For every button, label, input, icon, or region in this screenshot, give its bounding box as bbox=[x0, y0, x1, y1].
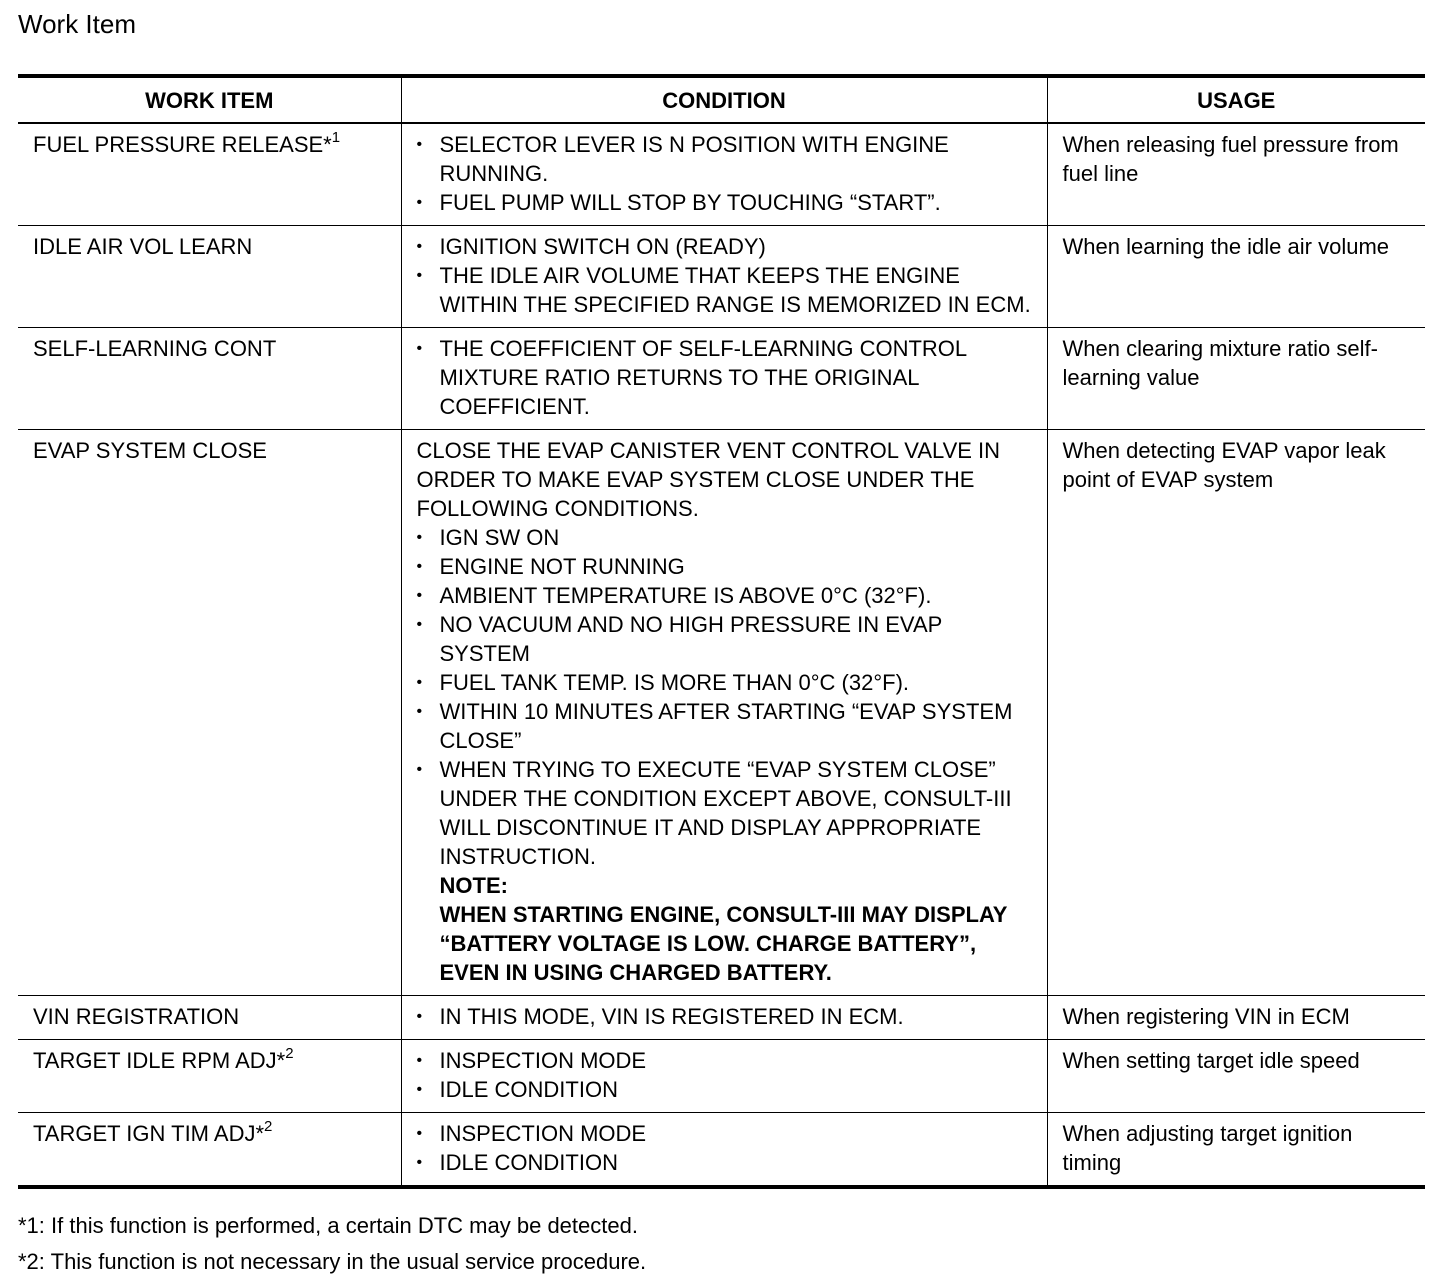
work-item-cell bbox=[18, 226, 401, 328]
condition-cell bbox=[401, 430, 1047, 996]
condition-item: • IGNITION SWITCH ON (READY) bbox=[417, 232, 1035, 261]
usage-cell: When clearing mixture ratio self-learning value bbox=[1047, 328, 1425, 430]
work-item-name: VIN REGISTRATION bbox=[33, 1004, 240, 1029]
condition-cell bbox=[401, 1040, 1047, 1113]
condition-item: • AMBIENT TEMPERATURE IS ABOVE 0°C (32°F). bbox=[417, 581, 1035, 610]
condition-list bbox=[417, 1119, 1035, 1177]
condition-cell bbox=[401, 1113, 1047, 1188]
table-row bbox=[18, 996, 1425, 1040]
condition-item: • NO VACUUM AND NO HIGH PRESSURE IN EVAP SYSTEM bbox=[417, 610, 1035, 668]
condition-list bbox=[417, 1046, 1035, 1104]
footnote-1: *1: If this function is performed, a certain DTC may be detected. bbox=[18, 1213, 638, 1238]
table-row bbox=[18, 1113, 1425, 1188]
footnote-marker: 2 bbox=[264, 1117, 273, 1135]
condition-item: • IN THIS MODE, VIN IS REGISTERED IN ECM. bbox=[417, 1002, 1035, 1031]
condition-item: • SELECTOR LEVER IS N POSITION WITH ENGINE RUNNING. bbox=[417, 130, 1035, 188]
condition-item: • THE IDLE AIR VOLUME THAT KEEPS THE ENGINE WITHIN THE SPECIFIED RANGE IS MEMORIZED IN ECM. bbox=[417, 261, 1035, 319]
header-usage: USAGE bbox=[1047, 76, 1425, 123]
condition-item: • FUEL PUMP WILL STOP BY TOUCHING “START”. bbox=[417, 188, 1035, 217]
work-item-cell bbox=[18, 123, 401, 226]
condition-item: • IDLE CONDITION bbox=[417, 1075, 1035, 1104]
condition-intro: CLOSE THE EVAP CANISTER VENT CONTROL VALVE IN ORDER TO MAKE EVAP SYSTEM CLOSE UNDER THE FOLLOWING CONDITIONS. bbox=[416, 438, 1001, 521]
condition-item: • WITHIN 10 MINUTES AFTER STARTING “EVAP SYSTEM CLOSE” bbox=[417, 697, 1035, 755]
condition-list bbox=[417, 334, 1035, 421]
condition-item: • FUEL TANK TEMP. IS MORE THAN 0°C (32°F). bbox=[417, 668, 1035, 697]
table-row bbox=[18, 430, 1425, 996]
table-row bbox=[18, 328, 1425, 430]
table-row bbox=[18, 123, 1425, 226]
usage-cell: When setting target idle speed bbox=[1047, 1040, 1425, 1113]
work-item-cell bbox=[18, 430, 401, 996]
footnote-marker: 2 bbox=[285, 1044, 294, 1062]
work-item-name: SELF-LEARNING CONT bbox=[33, 336, 277, 361]
work-item-name: EVAP SYSTEM CLOSE bbox=[33, 438, 267, 463]
condition-list bbox=[417, 232, 1035, 319]
condition-item: • IDLE CONDITION bbox=[417, 1148, 1035, 1177]
condition-list bbox=[417, 1002, 1035, 1031]
condition-list bbox=[417, 523, 1035, 871]
usage-cell: When adjusting target ignition timing bbox=[1047, 1113, 1425, 1188]
work-item-name: FUEL PRESSURE RELEASE* bbox=[33, 132, 332, 157]
footnote-marker: 1 bbox=[331, 128, 341, 146]
header-condition: CONDITION bbox=[401, 76, 1047, 123]
condition-list bbox=[417, 130, 1035, 217]
footnote-2: *2: This function is not necessary in the usual service procedure. bbox=[18, 1249, 647, 1274]
condition-item: • IGN SW ON bbox=[417, 523, 1035, 552]
note-text: WHEN STARTING ENGINE, CONSULT-III MAY DISPLAY “BATTERY VOLTAGE IS LOW. CHARGE BATTERY”, EVEN IN USING CHARGED BATTERY. bbox=[439, 902, 1008, 985]
usage-cell: When detecting EVAP vapor leak point of EVAP system bbox=[1047, 430, 1425, 996]
header-work-item: WORK ITEM bbox=[18, 76, 401, 123]
work-item-name: IDLE AIR VOL LEARN bbox=[33, 234, 253, 259]
condition-cell bbox=[401, 996, 1047, 1040]
condition-item: • THE COEFFICIENT OF SELF-LEARNING CONTROL MIXTURE RATIO RETURNS TO THE ORIGINAL COEFFICIENT. bbox=[417, 334, 1035, 421]
condition-item: • ENGINE NOT RUNNING bbox=[417, 552, 1035, 581]
condition-cell bbox=[401, 226, 1047, 328]
table-row bbox=[18, 1040, 1425, 1113]
usage-cell: When releasing fuel pressure from fuel line bbox=[1047, 123, 1425, 226]
work-item-cell bbox=[18, 996, 401, 1040]
condition-item: • INSPECTION MODE bbox=[417, 1046, 1035, 1075]
work-item-cell bbox=[18, 1040, 401, 1113]
table-row bbox=[18, 226, 1425, 328]
work-item-name: TARGET IGN TIM ADJ* bbox=[33, 1121, 265, 1146]
note-label: NOTE: bbox=[439, 873, 508, 898]
work-item-table bbox=[18, 74, 1425, 1189]
work-item-cell bbox=[18, 328, 401, 430]
work-item-name: TARGET IDLE RPM ADJ* bbox=[33, 1048, 286, 1073]
condition-item: • INSPECTION MODE bbox=[417, 1119, 1035, 1148]
usage-cell: When learning the idle air volume bbox=[1047, 226, 1425, 328]
usage-cell: When registering VIN in ECM bbox=[1047, 996, 1425, 1040]
work-item-cell bbox=[18, 1113, 401, 1188]
condition-cell bbox=[401, 123, 1047, 226]
condition-item: • WHEN TRYING TO EXECUTE “EVAP SYSTEM CLOSE” UNDER THE CONDITION EXCEPT ABOVE, CONSULT-III WILL DISCONTINUE IT AND DISPLAY APPROPRIATE INSTRUCTION. bbox=[417, 755, 1035, 871]
page-title: Work Item bbox=[18, 9, 136, 39]
table-header-row bbox=[18, 76, 1425, 123]
condition-cell bbox=[401, 328, 1047, 430]
